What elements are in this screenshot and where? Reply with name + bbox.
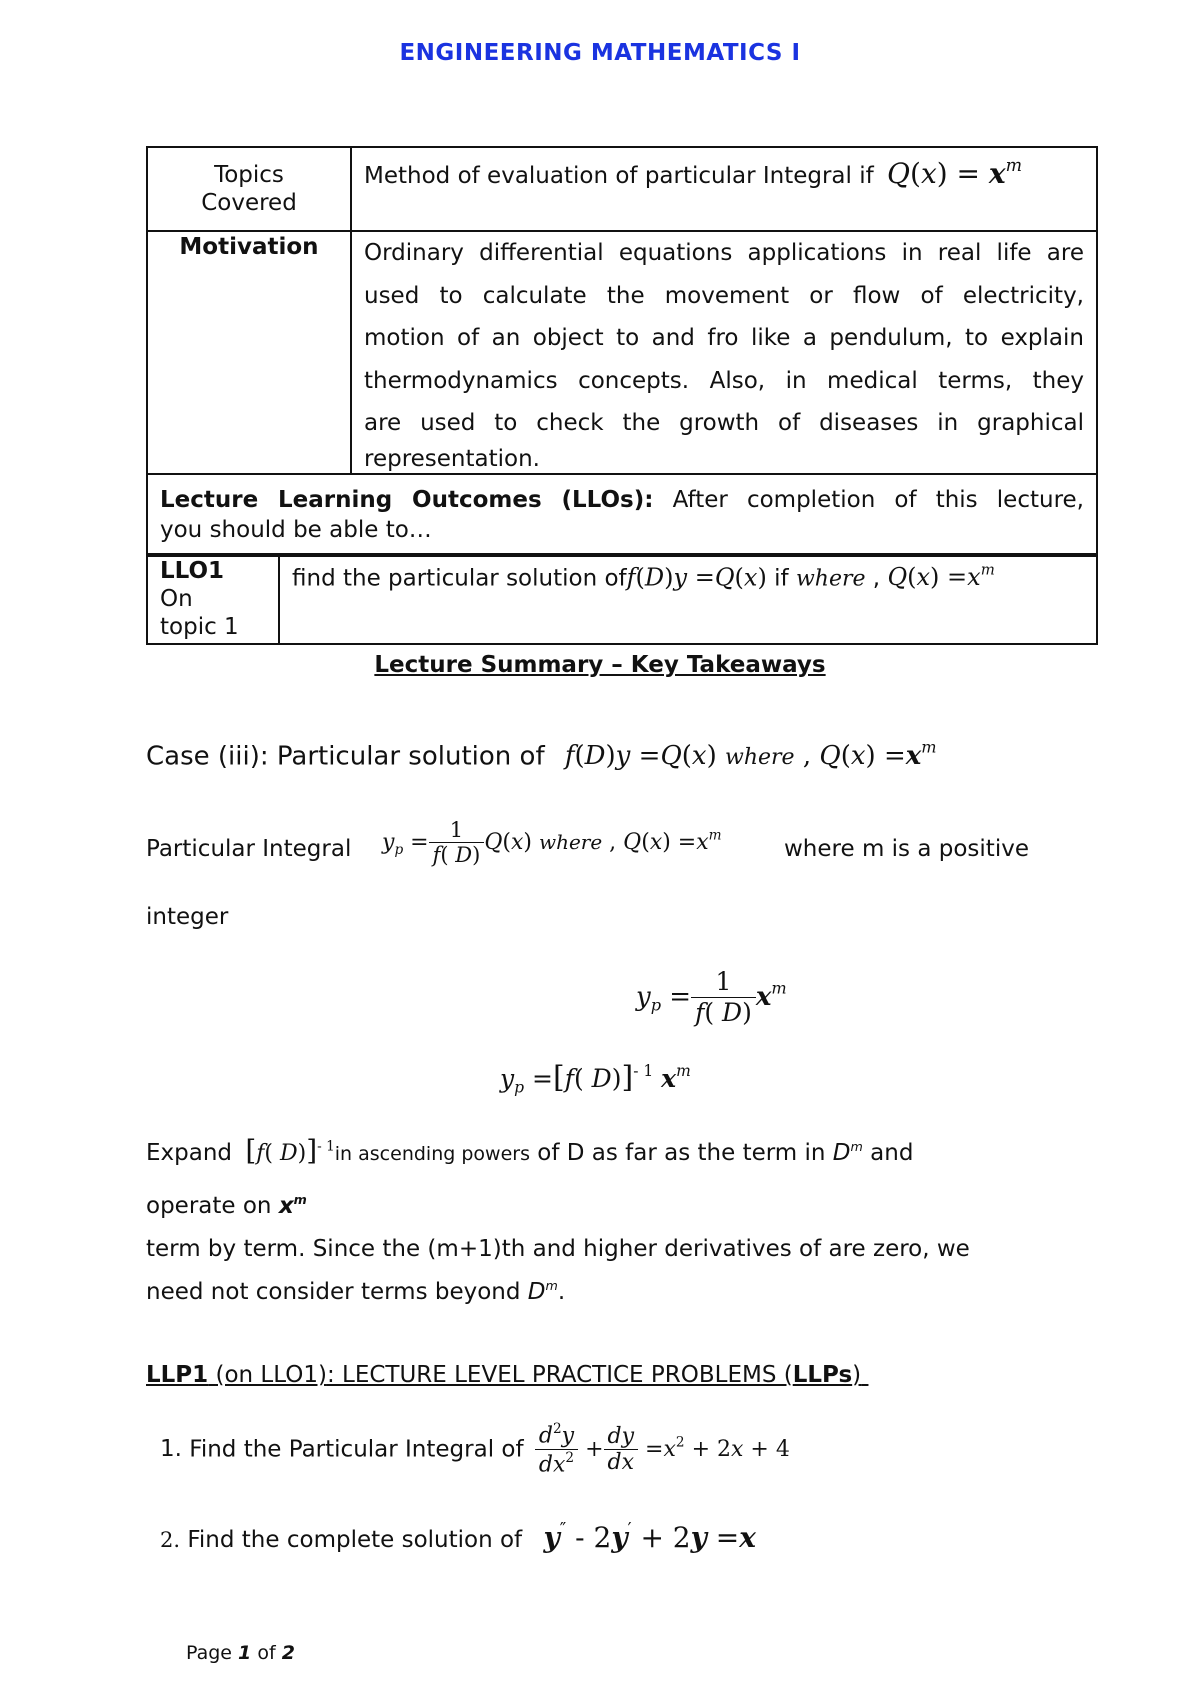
page-footer bbox=[186, 1642, 295, 1664]
llp1-on: (on LLO1) bbox=[215, 1362, 327, 1388]
pi-label: Particular Integral bbox=[146, 836, 352, 862]
llo-heading-bold: Lecture Learning Outcomes (LLOs): bbox=[160, 487, 654, 513]
term-by-term-line: term by term. Since the (m+1)th and higher derivatives of are zero, we bbox=[146, 1236, 970, 1262]
llo1-text-cell: find the particular solution off(D)y =Q(x) if where , $Q(x) =x^m$ bbox=[279, 554, 1097, 644]
q2-number: 2. bbox=[160, 1528, 181, 1553]
topics-text: Method of evaluation of particular Integral if bbox=[364, 163, 874, 190]
operate-text: operate on bbox=[146, 1192, 272, 1219]
motivation-line: representation. bbox=[364, 445, 540, 472]
topics-math: $Q(x) = x^m$ bbox=[887, 156, 1023, 191]
motivation-line: are used to check the growth of diseases in graphical bbox=[364, 410, 1084, 436]
llo1-table bbox=[146, 553, 1098, 645]
q1-number: 1. bbox=[160, 1436, 182, 1463]
expand-math: [f( D)]$^{- 1}$ bbox=[245, 1134, 335, 1167]
expand-rest: of D as far as the term in bbox=[537, 1140, 826, 1166]
practice-heading: LLP1 (on LLO1): LECTURE LEVEL PRACTICE PROBLEMS (LLPs) bbox=[146, 1362, 862, 1388]
llo1-label: LLO1 bbox=[160, 558, 225, 584]
llo-heading-rest: After completion of this lecture, bbox=[672, 487, 1084, 513]
expand-small: in ascending powers bbox=[334, 1143, 530, 1165]
q1-text: Find the Particular Integral of bbox=[189, 1436, 524, 1463]
need-not-line: need not consider terms beyond $D^m$. bbox=[146, 1278, 566, 1305]
motivation-label: Motivation bbox=[179, 234, 319, 260]
llp1-label: LLP1 bbox=[146, 1362, 209, 1388]
motivation-line: used to calculate the movement or flow of electricity, bbox=[364, 282, 1084, 309]
particular-integral-line bbox=[146, 818, 1066, 878]
motivation-line: motion of an object to and fro like a pendulum, to explain bbox=[364, 325, 1084, 351]
footer-page-number: 1 bbox=[238, 1642, 252, 1664]
q1-math: $\frac{d^2y}{dx^2}$ + $\frac{dy}{dx}$ $=x^2 + 2x + 4$ bbox=[535, 1437, 790, 1462]
llo1-on: On bbox=[160, 586, 193, 612]
document-title: ENGINEERING MATHEMATICS I bbox=[399, 40, 801, 66]
llp1-title: LECTURE LEVEL PRACTICE PROBLEMS ( bbox=[342, 1362, 793, 1388]
equation-yp-inverse: $y_p =[f$( D)]$^{- 1}$ $x^m$ bbox=[500, 1060, 691, 1097]
topics-label: Topics Covered bbox=[201, 162, 297, 216]
llo1-math: f(D)y =Q(x) bbox=[626, 563, 767, 592]
llp1-close: ) bbox=[852, 1362, 862, 1388]
q2-math: y″ - 2y′ + 2y =x bbox=[543, 1520, 756, 1555]
expand-line: Expand [f( D)]$^{- 1}$in ascending powers of D as far as the term in $D^m$ and bbox=[146, 1134, 914, 1167]
llo1-topic: topic 1 bbox=[160, 614, 239, 640]
case-text: Case (iii): Particular solution of bbox=[146, 741, 545, 772]
question-1 bbox=[160, 1422, 790, 1479]
q2-text: Find the complete solution of bbox=[187, 1527, 523, 1554]
expand-word: Expand bbox=[146, 1140, 233, 1166]
motivation-text-cell bbox=[351, 231, 1097, 474]
pi-tail-integer: integer bbox=[146, 904, 229, 930]
pi-math: $y_p$ = $\frac{1}{f( D)}$ Q(x) where , $Q(x) =x^m$ bbox=[382, 818, 722, 868]
case-iii-line bbox=[146, 738, 937, 771]
motivation-line: thermodynamics concepts. Also, in medical terms, they bbox=[364, 367, 1084, 394]
pi-tail: where m is a positive bbox=[784, 836, 1029, 862]
operate-line: operate on $x^m$ bbox=[146, 1192, 307, 1219]
topics-value-cell bbox=[351, 147, 1097, 231]
topics-label-cell bbox=[147, 147, 351, 231]
llp1-llps: LLPs bbox=[792, 1362, 853, 1388]
equation-yp-fraction: $y_p$ = $\frac{1}{f( D)}$ $x^m$ bbox=[636, 967, 787, 1027]
footer-page-total: 2 bbox=[281, 1642, 295, 1664]
question-2 bbox=[160, 1520, 756, 1554]
llo1-text: find the particular solution of bbox=[292, 565, 627, 592]
llo-heading-cell bbox=[147, 474, 1097, 556]
footer-page-word: Page bbox=[186, 1642, 232, 1664]
need-text: need not consider terms beyond bbox=[146, 1278, 521, 1305]
llo1-label-cell bbox=[147, 554, 279, 644]
case-math: f(D)y =Q(x) where , $Q(x) =x^m$ bbox=[564, 738, 937, 772]
summary-heading: Lecture Summary – Key Takeaways bbox=[374, 652, 826, 678]
motivation-line: Ordinary differential equations applications in real life are bbox=[364, 240, 1084, 266]
llo-heading-line2: you should be able to… bbox=[160, 517, 432, 543]
lecture-info-table bbox=[146, 146, 1098, 557]
expand-and: and bbox=[870, 1140, 914, 1166]
motivation-label-cell bbox=[147, 231, 351, 474]
footer-of-word: of bbox=[257, 1642, 276, 1664]
